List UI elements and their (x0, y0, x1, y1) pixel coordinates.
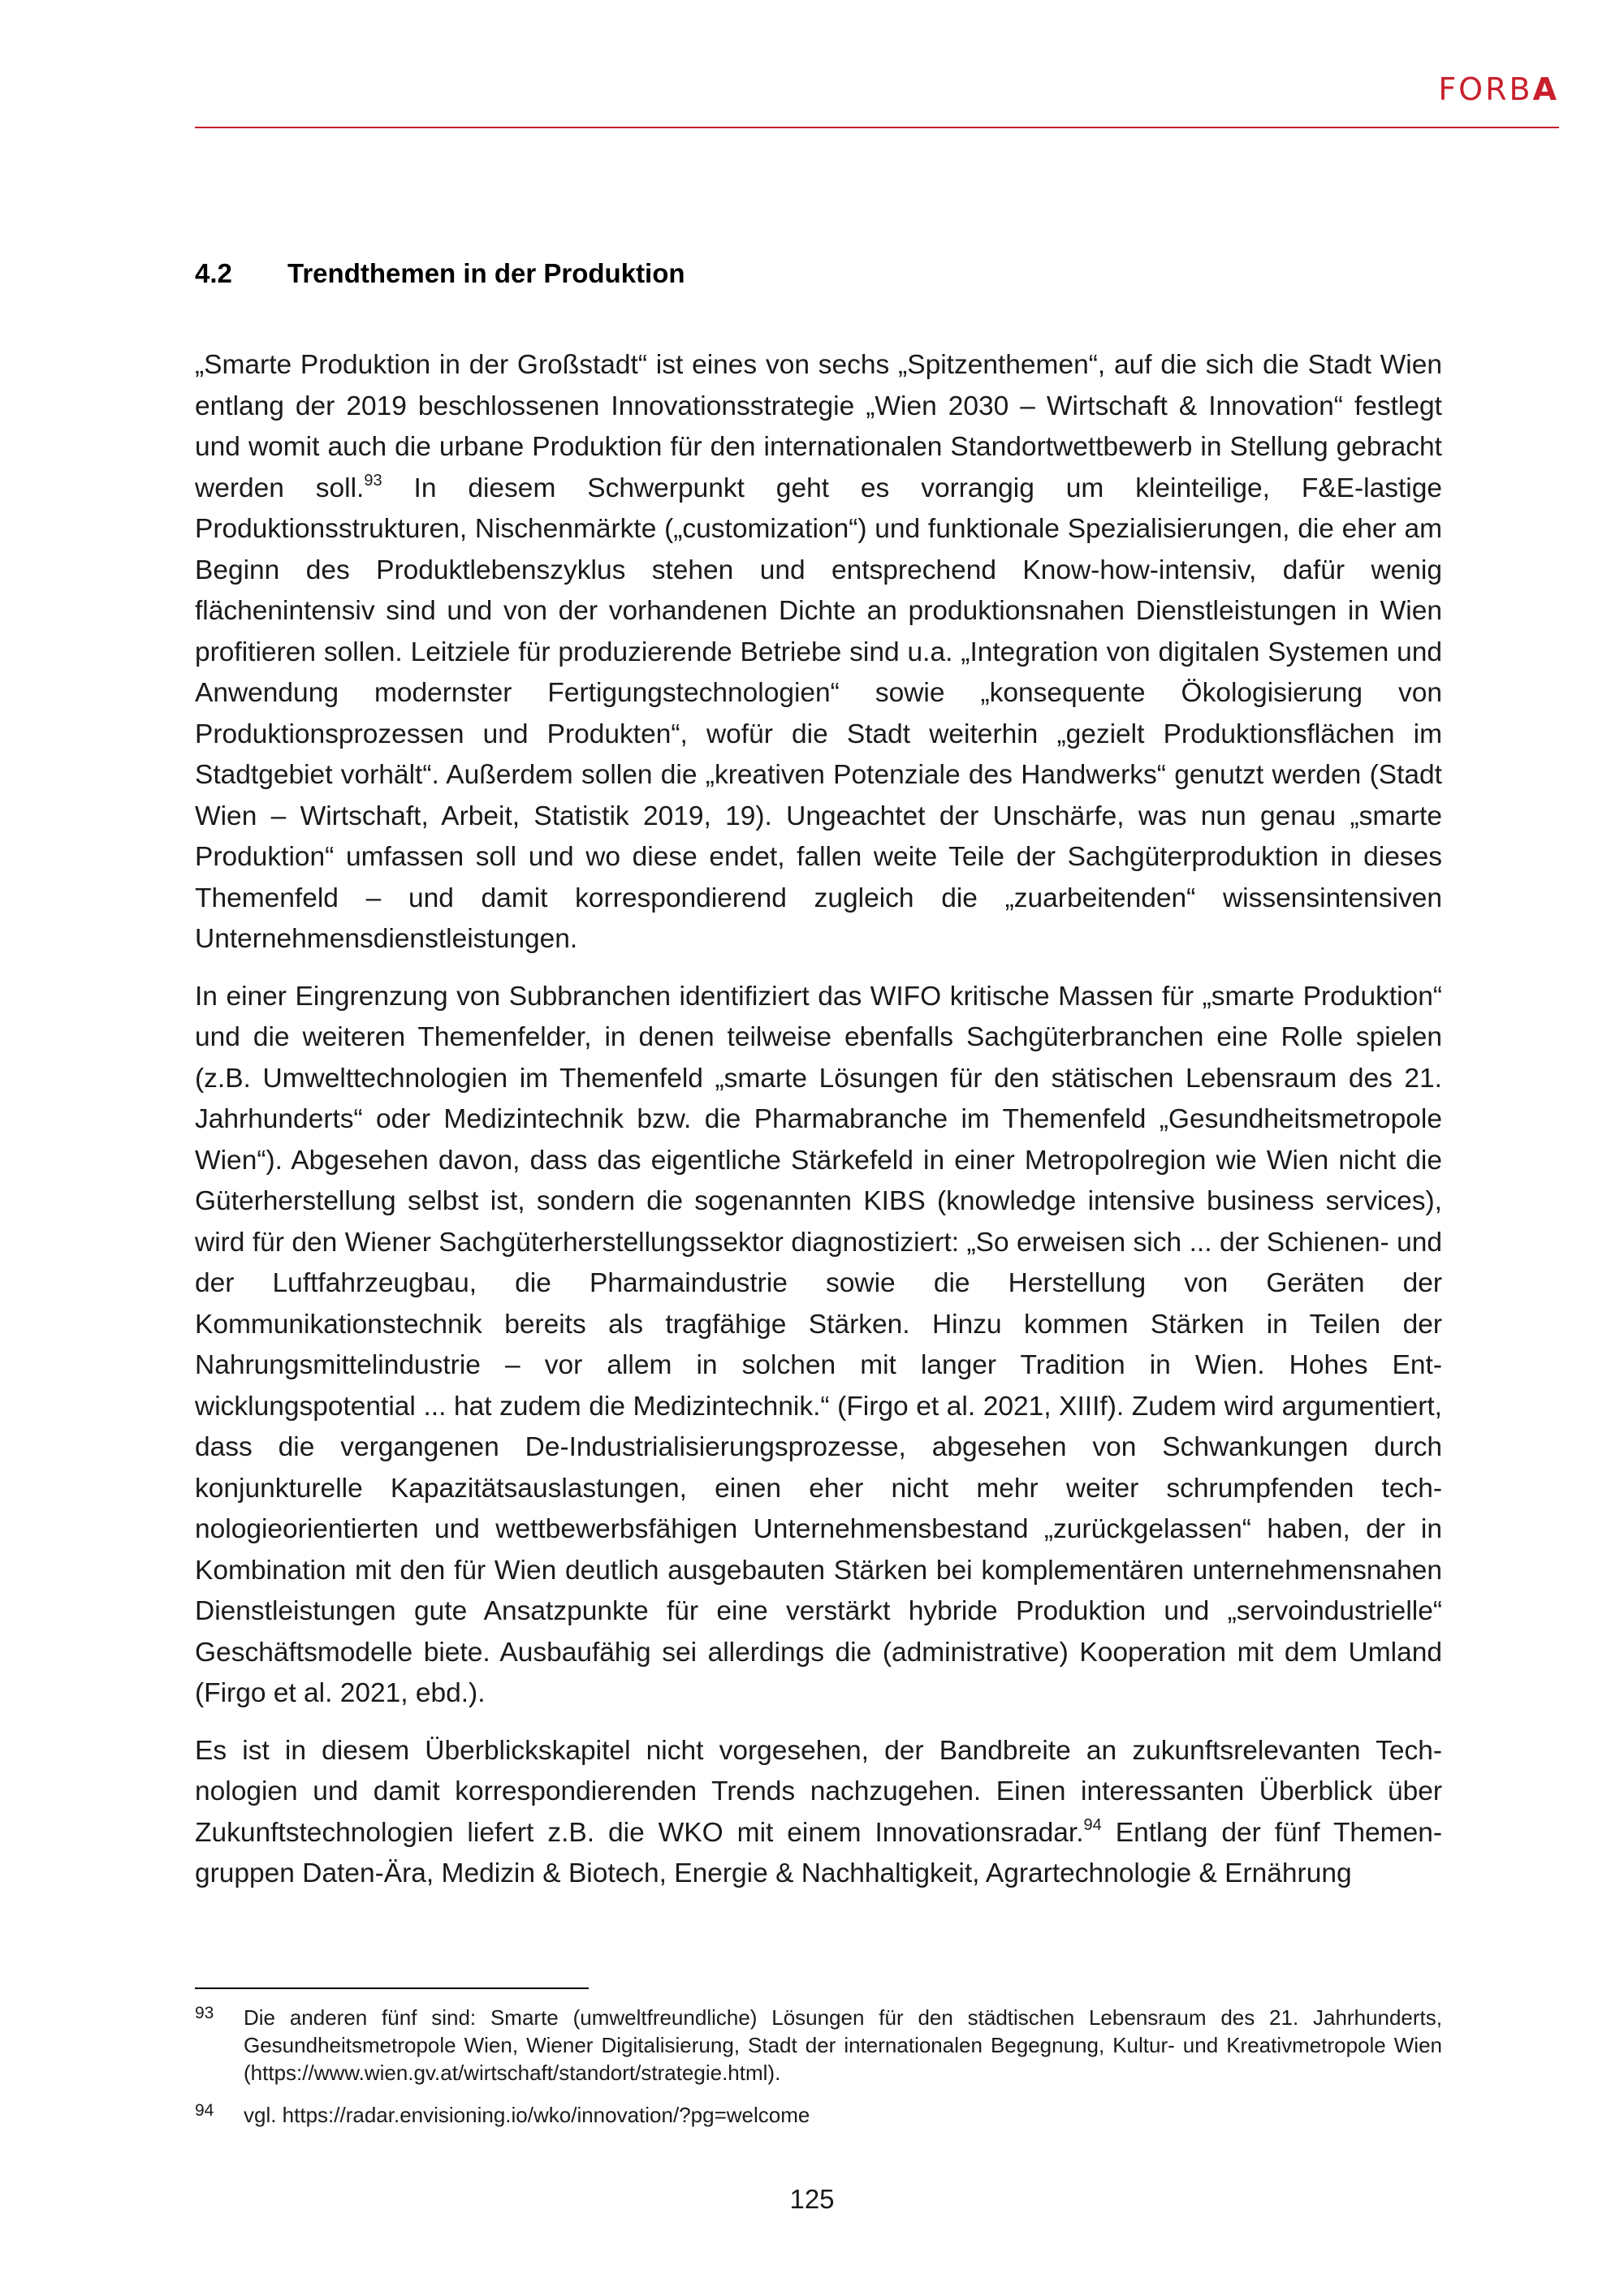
header-rule (195, 127, 1559, 128)
footnote-text: Die anderen fünf sind: Smarte (umweltfreundliche) Lösungen für den städtischen Lebensraum des 21. Jahrhunderts, Gesundheitsmetropole Wien, Wiener Digitalisierung, Stadt der internationalen Begegnung, Kultur- und Kreativmetropole Wien (https://www.wien.gv.at/wirtschaft/standort/strategie.html). (244, 2005, 1442, 2085)
footnote-93 (195, 2004, 1442, 2087)
paragraph-text: In einer Eingrenzung von Subbranchen identifiziert das WIFO kritische Massen für „smarte Produktion“ und die weiteren Themenfelder, in denen teilweise ebenfalls Sachgüterbranchen eine Rolle spielen (z.B. Umwelttechnologien im Themenfeld „smarte Lösungen für den stätischen Lebensraum des 21. Jahrhunderts“ oder Medizintechnik bzw. die Pharmabranche im Themenfeld „Gesundheitsmetropole Wien“). Abgesehen davon, dass das eigentliche Stärkefeld in einer Metropolregion wie Wien nicht die Güterherstellung selbst ist, sondern die sogenannten KIBS (knowledge intensive business services), wird für den Wiener Sachgüterherstellungssektor diagnostiziert: „So erweisen sich ... der Schienen- und der Luftfahrzeugbau, die Pharmaindustrie sowie die Herstellung von Geräten der Kommunikationstechnik bereits als tragfähige Stärken. Hinzu kommen Stärken in Teilen der Nahrungsmittelindustrie – vor allem in solchen mit langer Tradition in Wien. Hohes Entwicklungspotential ... hat zudem die Medizintechnik.“ (Firgo et al. 2021, XIIIf). Zudem wird argumentiert, dass die vergangenen De-Industrialisierungsprozesse, abgesehen von Schwankungen durch konjunkturelle Kapazitätsauslastungen, einen eher nicht mehr weiter schrumpfenden technologieorientierten und wettbewerbsfähigen Unternehmensbestand „zurückgelassen“ haben, der in Kombination mit den für Wien deutlich ausgebauten Stärken bei komplementären unternehmensnahen Dienstleistungen gute Ansatzpunkte für eine verstärkt hybride Produktion und „servoindustrielle“ Geschäftsmodelle biete. Ausbaufähig sei allerdings die (administrative) Kooperation mit dem Umland (Firgo et al. 2021, ebd.). (195, 981, 1442, 1708)
paragraph-text: Entlang der fünf Themengruppen Daten-Ära, Medizin & Biotech, Energie & Nachhaltigkeit, Agrartechnologie & Ernährung (195, 1817, 1443, 1888)
logo-text-bold: A (1532, 71, 1559, 107)
paragraph (195, 977, 1442, 1715)
footnote-mark: 94 (195, 2101, 214, 2120)
section-number: 4.2 (195, 258, 232, 288)
page-number: 125 (789, 2184, 835, 2214)
forba-logo (1438, 71, 1559, 107)
footnote-ref-93[interactable]: 93 (364, 471, 382, 490)
footnote-94 (195, 2101, 1442, 2129)
section-title: Trendthemen in der Produktion (287, 258, 685, 288)
paragraph-text: „Smarte Produktion in der Großstadt“ ist eines von sechs „Spitzenthemen“, auf die sich die Stadt Wien entlang der 2019 beschlossenen Innovationsstrategie „Wien 2030 – Wirtschaft & Innovation“ festlegt und womit auch die urbane Produktion für den internationalen Standortwettbewerb in Stellung gebracht werden soll. (195, 350, 1442, 503)
paragraph (195, 345, 1442, 960)
footnote-text: vgl. https://radar.envisioning.io/wko/innovation/?pg=welcome (244, 2103, 810, 2127)
footnote-separator (195, 1987, 589, 1989)
logo-text: FORB (1438, 71, 1533, 107)
footnote-ref-94[interactable]: 94 (1083, 1815, 1102, 1834)
paragraph-text: In diesem Schwerpunkt geht es vorrangig um kleinteilige, F&E-lastige Produktionsstrukturen, Nischenmärkte („customization“) und funktionale Spezialisierungen, die eher am Beginn des Produktlebenszyklus stehen und entsprechend Know-how-intensiv, dafür wenig flächenintensiv sind und von der vorhandenen Dichte an produktionsnahen Dienstleistungen in Wien profitieren sollen. Leitziele für produzierende Betriebe sind u.a. „Integration von digitalen Systemen und Anwendung modernster Fertigungstechnologien“ sowie „konsequente Ökologisierung von Produktionsprozessen und Produkten“, wofür die Stadt weiterhin „gezielt Produktionsflächen im Stadtgebiet vorhält“. Außerdem sollen die „kreativen Potenziale des Handwerks“ genutzt werden (Stadt Wien – Wirtschaft, Arbeit, Statistik 2019, 19). Ungeachtet der Unschärfe, was nun genau „smarte Produktion“ umfassen soll und wo diese endet, fallen weite Teile der Sachgüterproduktion in dieses Themenfeld – und damit korrespondierend zugleich die „zuarbeitenden“ wissensintensiven Unternehmensdienstleistungen. (195, 473, 1442, 954)
footnotes (195, 2004, 1442, 2143)
section-heading (195, 258, 685, 289)
footnote-mark: 93 (195, 2004, 214, 2022)
paragraph-text: Es ist in diesem Überblickskapitel nicht vorgesehen, der Bandbreite an zukunftsrelevanten Technologien und damit korrespondierenden Trends nachzugehen. Einen interessanten Überblick über Zukunftstechnologien liefert z.B. die WKO mit einem Innovationsradar. (195, 1735, 1442, 1848)
paragraph (195, 1731, 1442, 1895)
body-text (195, 345, 1442, 1911)
